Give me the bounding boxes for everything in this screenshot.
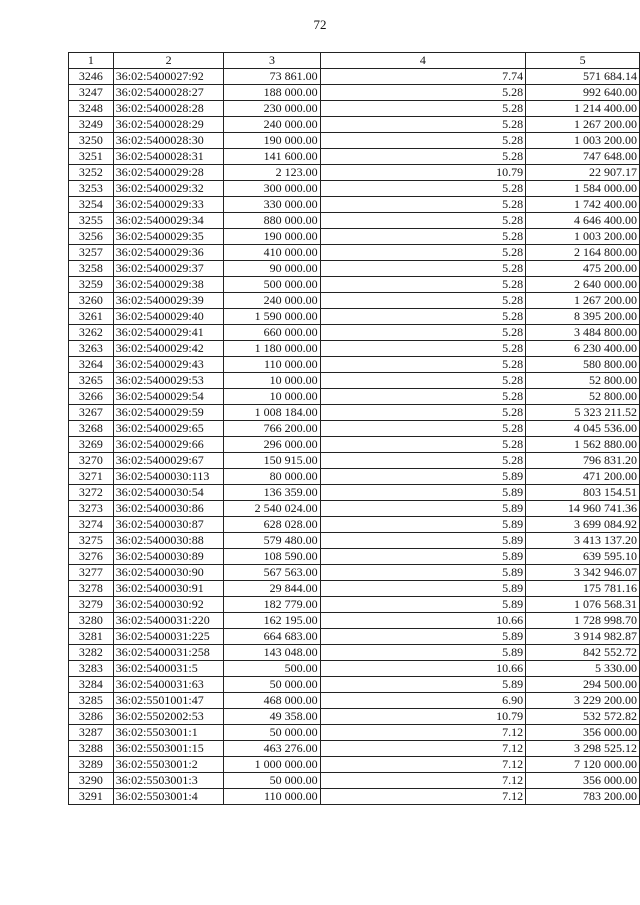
table-row bbox=[69, 533, 640, 549]
rate-cell: 5.28 bbox=[320, 373, 526, 389]
row-number-cell: 3249 bbox=[69, 117, 114, 133]
page-number: 72 bbox=[313, 17, 327, 32]
value-cell: 162 195.00 bbox=[224, 613, 320, 629]
amount-cell: 4 646 400.00 bbox=[526, 213, 640, 229]
amount-cell: 14 960 741.36 bbox=[526, 501, 640, 517]
row-number-cell: 3281 bbox=[69, 629, 114, 645]
amount-cell: 1 214 400.00 bbox=[526, 101, 640, 117]
rate-cell: 5.28 bbox=[320, 85, 526, 101]
cadastral-number-cell: 36:02:5502002:53 bbox=[113, 709, 224, 725]
cadastral-number-cell: 36:02:5400029:41 bbox=[113, 325, 224, 341]
rate-cell: 10.79 bbox=[320, 709, 526, 725]
cadastral-number-cell: 36:02:5400031:63 bbox=[113, 677, 224, 693]
rate-cell: 7.12 bbox=[320, 789, 526, 805]
rate-cell: 5.89 bbox=[320, 565, 526, 581]
amount-cell: 3 914 982.87 bbox=[526, 629, 640, 645]
amount-cell: 2 640 000.00 bbox=[526, 277, 640, 293]
column-header-1: 1 bbox=[69, 53, 114, 69]
table-row bbox=[69, 69, 640, 85]
value-cell: 182 779.00 bbox=[224, 597, 320, 613]
rate-cell: 5.89 bbox=[320, 629, 526, 645]
table-row bbox=[69, 341, 640, 357]
rate-cell: 7.12 bbox=[320, 757, 526, 773]
row-number-cell: 3269 bbox=[69, 437, 114, 453]
row-number-cell: 3258 bbox=[69, 261, 114, 277]
table-row bbox=[69, 597, 640, 613]
cadastral-number-cell: 36:02:5400031:220 bbox=[113, 613, 224, 629]
amount-cell: 1 267 200.00 bbox=[526, 293, 640, 309]
table-row bbox=[69, 629, 640, 645]
table-row bbox=[69, 325, 640, 341]
rate-cell: 5.89 bbox=[320, 517, 526, 533]
cadastral-number-cell: 36:02:5400029:42 bbox=[113, 341, 224, 357]
value-cell: 468 000.00 bbox=[224, 693, 320, 709]
row-number-cell: 3290 bbox=[69, 773, 114, 789]
rate-cell: 5.89 bbox=[320, 645, 526, 661]
value-cell: 567 563.00 bbox=[224, 565, 320, 581]
value-cell: 2 123.00 bbox=[224, 165, 320, 181]
cadastral-number-cell: 36:02:5400029:54 bbox=[113, 389, 224, 405]
amount-cell: 842 552.72 bbox=[526, 645, 640, 661]
rate-cell: 7.12 bbox=[320, 725, 526, 741]
cadastral-number-cell: 36:02:5400030:91 bbox=[113, 581, 224, 597]
value-cell: 230 000.00 bbox=[224, 101, 320, 117]
row-number-cell: 3286 bbox=[69, 709, 114, 725]
value-cell: 880 000.00 bbox=[224, 213, 320, 229]
amount-cell: 1 742 400.00 bbox=[526, 197, 640, 213]
table-row bbox=[69, 517, 640, 533]
rate-cell: 5.28 bbox=[320, 213, 526, 229]
row-number-cell: 3266 bbox=[69, 389, 114, 405]
rate-cell: 5.89 bbox=[320, 581, 526, 597]
column-header-2: 2 bbox=[113, 53, 224, 69]
amount-cell: 992 640.00 bbox=[526, 85, 640, 101]
row-number-cell: 3270 bbox=[69, 453, 114, 469]
rate-cell: 5.28 bbox=[320, 437, 526, 453]
rate-cell: 6.90 bbox=[320, 693, 526, 709]
amount-cell: 475 200.00 bbox=[526, 261, 640, 277]
cadastral-number-cell: 36:02:5400029:65 bbox=[113, 421, 224, 437]
cadastral-number-cell: 36:02:5400029:38 bbox=[113, 277, 224, 293]
value-cell: 150 915.00 bbox=[224, 453, 320, 469]
row-number-cell: 3253 bbox=[69, 181, 114, 197]
rate-cell: 5.28 bbox=[320, 133, 526, 149]
value-cell: 49 358.00 bbox=[224, 709, 320, 725]
amount-cell: 571 684.14 bbox=[526, 69, 640, 85]
value-cell: 50 000.00 bbox=[224, 677, 320, 693]
cadastral-number-cell: 36:02:5400029:36 bbox=[113, 245, 224, 261]
amount-cell: 8 395 200.00 bbox=[526, 309, 640, 325]
table-row bbox=[69, 453, 640, 469]
rate-cell: 5.28 bbox=[320, 277, 526, 293]
rate-cell: 5.89 bbox=[320, 549, 526, 565]
cadastral-number-cell: 36:02:5400029:40 bbox=[113, 309, 224, 325]
cadastral-number-cell: 36:02:5400030:54 bbox=[113, 485, 224, 501]
table-row bbox=[69, 613, 640, 629]
amount-cell: 532 572.82 bbox=[526, 709, 640, 725]
table-row bbox=[69, 645, 640, 661]
cadastral-number-cell: 36:02:5400030:92 bbox=[113, 597, 224, 613]
value-cell: 766 200.00 bbox=[224, 421, 320, 437]
table-row bbox=[69, 245, 640, 261]
value-cell: 296 000.00 bbox=[224, 437, 320, 453]
table-row bbox=[69, 421, 640, 437]
rate-cell: 5.28 bbox=[320, 405, 526, 421]
value-cell: 10 000.00 bbox=[224, 373, 320, 389]
value-cell: 50 000.00 bbox=[224, 773, 320, 789]
cadastral-number-cell: 36:02:5400029:33 bbox=[113, 197, 224, 213]
cadastral-number-cell: 36:02:5400030:89 bbox=[113, 549, 224, 565]
rate-cell: 7.74 bbox=[320, 69, 526, 85]
amount-cell: 7 120 000.00 bbox=[526, 757, 640, 773]
table-row bbox=[69, 357, 640, 373]
rate-cell: 5.28 bbox=[320, 389, 526, 405]
row-number-cell: 3265 bbox=[69, 373, 114, 389]
cadastral-number-cell: 36:02:5400029:32 bbox=[113, 181, 224, 197]
value-cell: 110 000.00 bbox=[224, 357, 320, 373]
data-table bbox=[68, 52, 640, 805]
rate-cell: 7.12 bbox=[320, 773, 526, 789]
table-row bbox=[69, 501, 640, 517]
cadastral-number-cell: 36:02:5400028:28 bbox=[113, 101, 224, 117]
value-cell: 136 359.00 bbox=[224, 485, 320, 501]
amount-cell: 3 298 525.12 bbox=[526, 741, 640, 757]
cadastral-number-cell: 36:02:5400030:86 bbox=[113, 501, 224, 517]
value-cell: 664 683.00 bbox=[224, 629, 320, 645]
cadastral-number-cell: 36:02:5400029:35 bbox=[113, 229, 224, 245]
amount-cell: 796 831.20 bbox=[526, 453, 640, 469]
value-cell: 143 048.00 bbox=[224, 645, 320, 661]
amount-cell: 1 584 000.00 bbox=[526, 181, 640, 197]
value-cell: 73 861.00 bbox=[224, 69, 320, 85]
row-number-cell: 3289 bbox=[69, 757, 114, 773]
column-header-5: 5 bbox=[526, 53, 640, 69]
value-cell: 410 000.00 bbox=[224, 245, 320, 261]
table-row bbox=[69, 229, 640, 245]
table-row bbox=[69, 725, 640, 741]
table-row bbox=[69, 133, 640, 149]
amount-cell: 803 154.51 bbox=[526, 485, 640, 501]
row-number-cell: 3248 bbox=[69, 101, 114, 117]
amount-cell: 3 484 800.00 bbox=[526, 325, 640, 341]
amount-cell: 3 413 137.20 bbox=[526, 533, 640, 549]
cadastral-number-cell: 36:02:5400031:225 bbox=[113, 629, 224, 645]
value-cell: 660 000.00 bbox=[224, 325, 320, 341]
row-number-cell: 3285 bbox=[69, 693, 114, 709]
rate-cell: 5.28 bbox=[320, 181, 526, 197]
rate-cell: 5.28 bbox=[320, 117, 526, 133]
rate-cell: 5.28 bbox=[320, 357, 526, 373]
value-cell: 10 000.00 bbox=[224, 389, 320, 405]
rate-cell: 10.66 bbox=[320, 613, 526, 629]
value-cell: 141 600.00 bbox=[224, 149, 320, 165]
value-cell: 29 844.00 bbox=[224, 581, 320, 597]
table-row bbox=[69, 261, 640, 277]
rate-cell: 5.89 bbox=[320, 485, 526, 501]
rate-cell: 5.89 bbox=[320, 533, 526, 549]
table-row bbox=[69, 773, 640, 789]
rate-cell: 5.28 bbox=[320, 101, 526, 117]
row-number-cell: 3280 bbox=[69, 613, 114, 629]
table-row bbox=[69, 789, 640, 805]
value-cell: 1 180 000.00 bbox=[224, 341, 320, 357]
value-cell: 190 000.00 bbox=[224, 229, 320, 245]
rate-cell: 5.28 bbox=[320, 293, 526, 309]
cadastral-number-cell: 36:02:5503001:1 bbox=[113, 725, 224, 741]
column-header-3: 3 bbox=[224, 53, 320, 69]
row-number-cell: 3259 bbox=[69, 277, 114, 293]
amount-cell: 639 595.10 bbox=[526, 549, 640, 565]
rate-cell: 5.89 bbox=[320, 501, 526, 517]
row-number-cell: 3276 bbox=[69, 549, 114, 565]
cadastral-number-cell: 36:02:5400028:30 bbox=[113, 133, 224, 149]
rate-cell: 10.66 bbox=[320, 661, 526, 677]
amount-cell: 1 003 200.00 bbox=[526, 229, 640, 245]
value-cell: 628 028.00 bbox=[224, 517, 320, 533]
cadastral-number-cell: 36:02:5400029:37 bbox=[113, 261, 224, 277]
value-cell: 300 000.00 bbox=[224, 181, 320, 197]
value-cell: 90 000.00 bbox=[224, 261, 320, 277]
row-number-cell: 3283 bbox=[69, 661, 114, 677]
rate-cell: 5.28 bbox=[320, 309, 526, 325]
amount-cell: 3 229 200.00 bbox=[526, 693, 640, 709]
cadastral-number-cell: 36:02:5400028:27 bbox=[113, 85, 224, 101]
cadastral-number-cell: 36:02:5400029:28 bbox=[113, 165, 224, 181]
row-number-cell: 3282 bbox=[69, 645, 114, 661]
amount-cell: 471 200.00 bbox=[526, 469, 640, 485]
table-row bbox=[69, 213, 640, 229]
table-row bbox=[69, 309, 640, 325]
table-row bbox=[69, 101, 640, 117]
value-cell: 50 000.00 bbox=[224, 725, 320, 741]
row-number-cell: 3279 bbox=[69, 597, 114, 613]
table-row bbox=[69, 741, 640, 757]
row-number-cell: 3255 bbox=[69, 213, 114, 229]
value-cell: 240 000.00 bbox=[224, 117, 320, 133]
row-number-cell: 3263 bbox=[69, 341, 114, 357]
row-number-cell: 3252 bbox=[69, 165, 114, 181]
cadastral-number-cell: 36:02:5400029:43 bbox=[113, 357, 224, 373]
rate-cell: 5.28 bbox=[320, 229, 526, 245]
amount-cell: 747 648.00 bbox=[526, 149, 640, 165]
table-row bbox=[69, 677, 640, 693]
value-cell: 579 480.00 bbox=[224, 533, 320, 549]
table-row bbox=[69, 277, 640, 293]
value-cell: 1 000 000.00 bbox=[224, 757, 320, 773]
rate-cell: 5.28 bbox=[320, 197, 526, 213]
row-number-cell: 3261 bbox=[69, 309, 114, 325]
cadastral-number-cell: 36:02:5400030:90 bbox=[113, 565, 224, 581]
cadastral-number-cell: 36:02:5400029:34 bbox=[113, 213, 224, 229]
row-number-cell: 3260 bbox=[69, 293, 114, 309]
amount-cell: 2 164 800.00 bbox=[526, 245, 640, 261]
amount-cell: 5 330.00 bbox=[526, 661, 640, 677]
table-row bbox=[69, 549, 640, 565]
cadastral-number-cell: 36:02:5400029:59 bbox=[113, 405, 224, 421]
row-number-cell: 3288 bbox=[69, 741, 114, 757]
table-row bbox=[69, 149, 640, 165]
cadastral-number-cell: 36:02:5400029:39 bbox=[113, 293, 224, 309]
amount-cell: 6 230 400.00 bbox=[526, 341, 640, 357]
amount-cell: 1 728 998.70 bbox=[526, 613, 640, 629]
cadastral-number-cell: 36:02:5503001:4 bbox=[113, 789, 224, 805]
value-cell: 330 000.00 bbox=[224, 197, 320, 213]
rate-cell: 5.28 bbox=[320, 453, 526, 469]
value-cell: 1 008 184.00 bbox=[224, 405, 320, 421]
column-header-4: 4 bbox=[320, 53, 526, 69]
amount-cell: 1 076 568.31 bbox=[526, 597, 640, 613]
table-row bbox=[69, 757, 640, 773]
amount-cell: 356 000.00 bbox=[526, 725, 640, 741]
amount-cell: 3 342 946.07 bbox=[526, 565, 640, 581]
row-number-cell: 3277 bbox=[69, 565, 114, 581]
row-number-cell: 3264 bbox=[69, 357, 114, 373]
cadastral-number-cell: 36:02:5503001:3 bbox=[113, 773, 224, 789]
value-cell: 500 000.00 bbox=[224, 277, 320, 293]
table-row bbox=[69, 565, 640, 581]
cadastral-number-cell: 36:02:5503001:2 bbox=[113, 757, 224, 773]
rate-cell: 5.28 bbox=[320, 325, 526, 341]
value-cell: 1 590 000.00 bbox=[224, 309, 320, 325]
amount-cell: 3 699 084.92 bbox=[526, 517, 640, 533]
amount-cell: 175 781.16 bbox=[526, 581, 640, 597]
row-number-cell: 3275 bbox=[69, 533, 114, 549]
table-body bbox=[69, 69, 640, 805]
value-cell: 110 000.00 bbox=[224, 789, 320, 805]
row-number-cell: 3254 bbox=[69, 197, 114, 213]
value-cell: 188 000.00 bbox=[224, 85, 320, 101]
rate-cell: 10.79 bbox=[320, 165, 526, 181]
cadastral-number-cell: 36:02:5400030:113 bbox=[113, 469, 224, 485]
row-number-cell: 3251 bbox=[69, 149, 114, 165]
row-number-cell: 3271 bbox=[69, 469, 114, 485]
amount-cell: 1 003 200.00 bbox=[526, 133, 640, 149]
row-number-cell: 3262 bbox=[69, 325, 114, 341]
row-number-cell: 3273 bbox=[69, 501, 114, 517]
table-row bbox=[69, 85, 640, 101]
rate-cell: 7.12 bbox=[320, 741, 526, 757]
table-row bbox=[69, 485, 640, 501]
amount-cell: 4 045 536.00 bbox=[526, 421, 640, 437]
row-number-cell: 3268 bbox=[69, 421, 114, 437]
rate-cell: 5.28 bbox=[320, 245, 526, 261]
cadastral-number-cell: 36:02:5400028:29 bbox=[113, 117, 224, 133]
value-cell: 108 590.00 bbox=[224, 549, 320, 565]
value-cell: 463 276.00 bbox=[224, 741, 320, 757]
table-row bbox=[69, 709, 640, 725]
row-number-cell: 3247 bbox=[69, 85, 114, 101]
cadastral-number-cell: 36:02:5400029:53 bbox=[113, 373, 224, 389]
table-row bbox=[69, 581, 640, 597]
table-row bbox=[69, 181, 640, 197]
table-row bbox=[69, 197, 640, 213]
table-row bbox=[69, 661, 640, 677]
amount-cell: 294 500.00 bbox=[526, 677, 640, 693]
row-number-cell: 3257 bbox=[69, 245, 114, 261]
amount-cell: 1 562 880.00 bbox=[526, 437, 640, 453]
cadastral-number-cell: 36:02:5400031:258 bbox=[113, 645, 224, 661]
amount-cell: 783 200.00 bbox=[526, 789, 640, 805]
row-number-cell: 3287 bbox=[69, 725, 114, 741]
cadastral-number-cell: 36:02:5400030:87 bbox=[113, 517, 224, 533]
cadastral-number-cell: 36:02:5400029:66 bbox=[113, 437, 224, 453]
amount-cell: 580 800.00 bbox=[526, 357, 640, 373]
rate-cell: 5.28 bbox=[320, 341, 526, 357]
amount-cell: 1 267 200.00 bbox=[526, 117, 640, 133]
row-number-cell: 3267 bbox=[69, 405, 114, 421]
row-number-cell: 3278 bbox=[69, 581, 114, 597]
cadastral-number-cell: 36:02:5400030:88 bbox=[113, 533, 224, 549]
amount-cell: 356 000.00 bbox=[526, 773, 640, 789]
amount-cell: 52 800.00 bbox=[526, 373, 640, 389]
table-row bbox=[69, 373, 640, 389]
table-row bbox=[69, 693, 640, 709]
row-number-cell: 3256 bbox=[69, 229, 114, 245]
table-row bbox=[69, 293, 640, 309]
cadastral-number-cell: 36:02:5400028:31 bbox=[113, 149, 224, 165]
row-number-cell: 3250 bbox=[69, 133, 114, 149]
value-cell: 500.00 bbox=[224, 661, 320, 677]
value-cell: 2 540 024.00 bbox=[224, 501, 320, 517]
value-cell: 240 000.00 bbox=[224, 293, 320, 309]
value-cell: 190 000.00 bbox=[224, 133, 320, 149]
row-number-cell: 3272 bbox=[69, 485, 114, 501]
table-row bbox=[69, 469, 640, 485]
rate-cell: 5.28 bbox=[320, 421, 526, 437]
table-row bbox=[69, 117, 640, 133]
amount-cell: 5 323 211.52 bbox=[526, 405, 640, 421]
amount-cell: 52 800.00 bbox=[526, 389, 640, 405]
rate-cell: 5.28 bbox=[320, 149, 526, 165]
row-number-cell: 3291 bbox=[69, 789, 114, 805]
cadastral-number-cell: 36:02:5501001:47 bbox=[113, 693, 224, 709]
table-row bbox=[69, 165, 640, 181]
row-number-cell: 3246 bbox=[69, 69, 114, 85]
table-row bbox=[69, 437, 640, 453]
rate-cell: 5.89 bbox=[320, 469, 526, 485]
rate-cell: 5.89 bbox=[320, 597, 526, 613]
cadastral-number-cell: 36:02:5400027:92 bbox=[113, 69, 224, 85]
table-row bbox=[69, 405, 640, 421]
value-cell: 80 000.00 bbox=[224, 469, 320, 485]
table-header-row bbox=[69, 53, 640, 69]
table-row bbox=[69, 389, 640, 405]
amount-cell: 22 907.17 bbox=[526, 165, 640, 181]
cadastral-number-cell: 36:02:5400029:67 bbox=[113, 453, 224, 469]
cadastral-number-cell: 36:02:5400031:5 bbox=[113, 661, 224, 677]
cadastral-number-cell: 36:02:5503001:15 bbox=[113, 741, 224, 757]
row-number-cell: 3284 bbox=[69, 677, 114, 693]
row-number-cell: 3274 bbox=[69, 517, 114, 533]
rate-cell: 5.28 bbox=[320, 261, 526, 277]
rate-cell: 5.89 bbox=[320, 677, 526, 693]
